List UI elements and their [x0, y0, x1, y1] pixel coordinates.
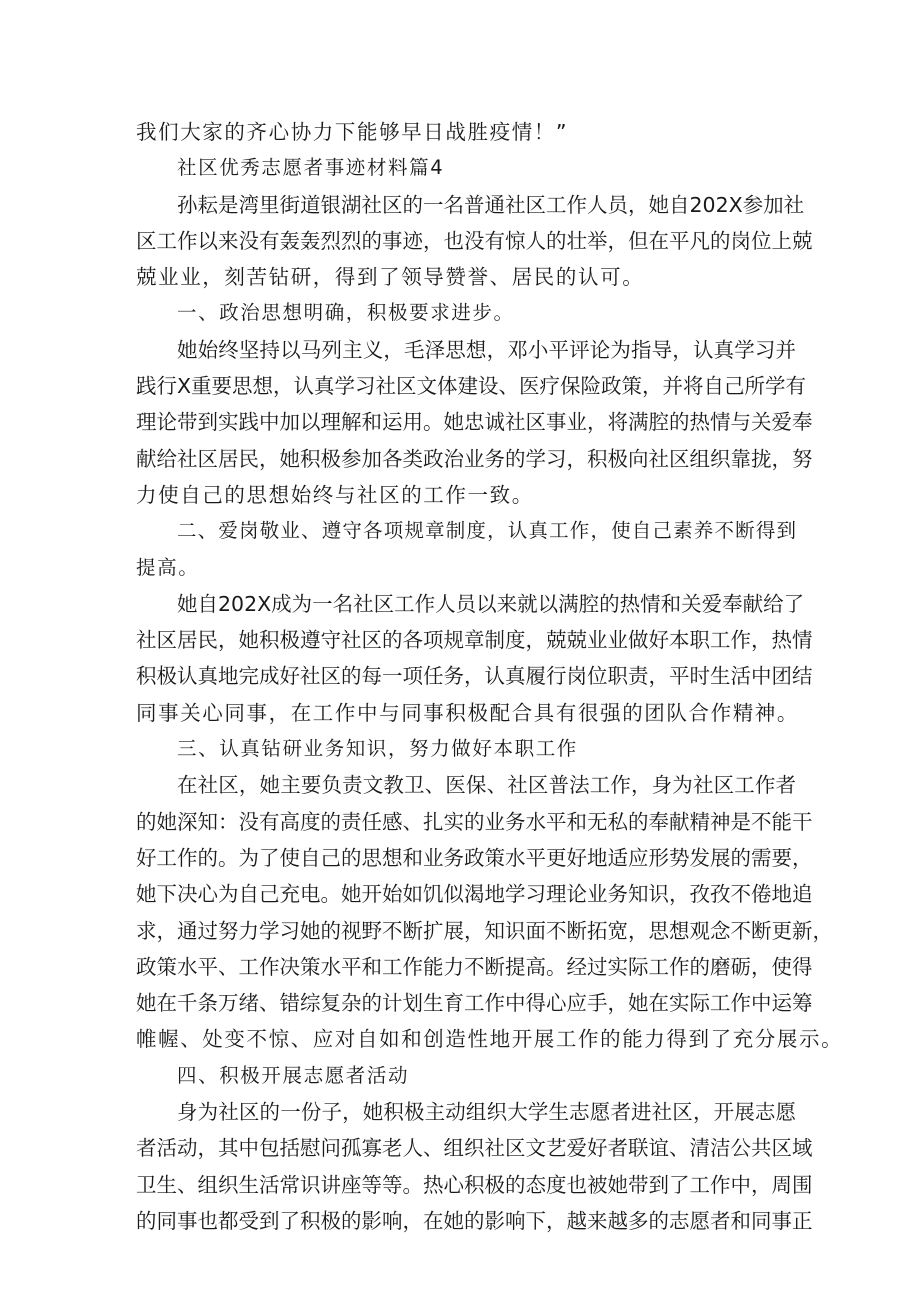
section-heading: 三、认真钻研业务知识，努力做好本职工作 [177, 737, 578, 761]
paragraph-line: 她在千条万绪、错综复杂的计划生育工作中得心应手，她在实际工作中运筹 [136, 991, 813, 1016]
paragraph-line: 她自202X成为一名社区工作人员以来就以满腔的热情和关爱奉献给了 [177, 591, 805, 616]
paragraph-line: 区工作以来没有轰轰烈烈的事迹，也没有惊人的壮举，但在平凡的岗位上兢 [136, 228, 813, 253]
paragraph-line: 兢业业，刻苦钻研，得到了领导赞誉、居民的认可。 [136, 265, 645, 290]
paragraph-line: 她始终坚持以马列主义，毛泽思想，邓小平评论为指导，认真学习并 [177, 337, 796, 362]
paragraph-line: 者活动，其中包括慰问孤寡老人、组织社区文艺爱好者联谊、清洁公共区域 [136, 1136, 813, 1161]
paragraph-line: 好工作的。为了使自己的思想和业务政策水平更好地适应形势发展的需要， [136, 845, 813, 870]
paragraph-line: 我们大家的齐心协力下能够早日战胜疫情！” [136, 120, 569, 144]
paragraph-line: 理论带到实践中加以理解和运用。她忠诚社区事业，将满腔的热情与关爱奉 [136, 410, 813, 435]
paragraph-line: 社区居民，她积极遵守社区的各项规章制度，兢兢业业做好本职工作，热情 [136, 628, 813, 653]
paragraph-line: 帷幄、处变不惊、应对自如和创造性地开展工作的能力得到了充分展示。 [136, 1027, 844, 1052]
section-title: 社区优秀志愿者事迹材料篇4 [177, 156, 445, 180]
paragraph-line: 的同事也都受到了积极的影响，在她的影响下，越来越多的志愿者和同事正 [136, 1208, 813, 1233]
paragraph-line: 孙耘是湾里街道银湖社区的一名普通社区工作人员，她自202X参加社 [177, 192, 805, 217]
paragraph-line: 在社区，她主要负责文教卫、医保、社区普法工作，身为社区工作者 [177, 773, 796, 798]
paragraph-line: 力使自己的思想始终与社区的工作一致。 [136, 482, 534, 507]
paragraph-line: 求，通过努力学习她的视野不断扩展，知识面不断拓宽，思想观念不断更新， [136, 918, 833, 943]
section-heading: 一、政治思想明确，积极要求进步。 [177, 301, 515, 325]
paragraph-line: 积极认真地完成好社区的每一项任务，认真履行岗位职责，平时生活中团结 [136, 664, 813, 689]
section-heading: 四、积极开展志愿者活动 [177, 1063, 410, 1087]
paragraph-line: 身为社区的一份子，她积极主动组织大学生志愿者进社区，开展志愿 [177, 1100, 796, 1125]
section-heading: 二、爱岗敬业、遵守各项规章制度，认真工作，使自己素养不断得到 [177, 519, 796, 543]
paragraph-line: 献给社区居民，她积极参加各类政治业务的学习，积极向社区组织靠拢，努 [136, 446, 813, 471]
paragraph-line: 同事关心同事，在工作中与同事积极配合具有很强的团队合作精神。 [136, 700, 799, 725]
document-body [136, 114, 844, 1239]
section-heading: 提高。 [136, 555, 200, 579]
paragraph-line: 她下决心为自己充电。她开始如饥似渴地学习理论业务知识，孜孜不倦地追 [136, 882, 813, 907]
paragraph-line: 政策水平、工作决策水平和工作能力不断提高。经过实际工作的磨砺，使得 [136, 954, 813, 979]
paragraph-line: 践行X重要思想，认真学习社区文体建设、医疗保险政策，并将自己所学有 [136, 374, 807, 399]
paragraph-line: 卫生、组织生活常识讲座等等。热心积极的态度也被她带到了工作中，周围 [136, 1172, 813, 1197]
paragraph-line: 的她深知：没有高度的责任感、扎实的业务水平和无私的奉献精神是不能干 [136, 809, 813, 834]
